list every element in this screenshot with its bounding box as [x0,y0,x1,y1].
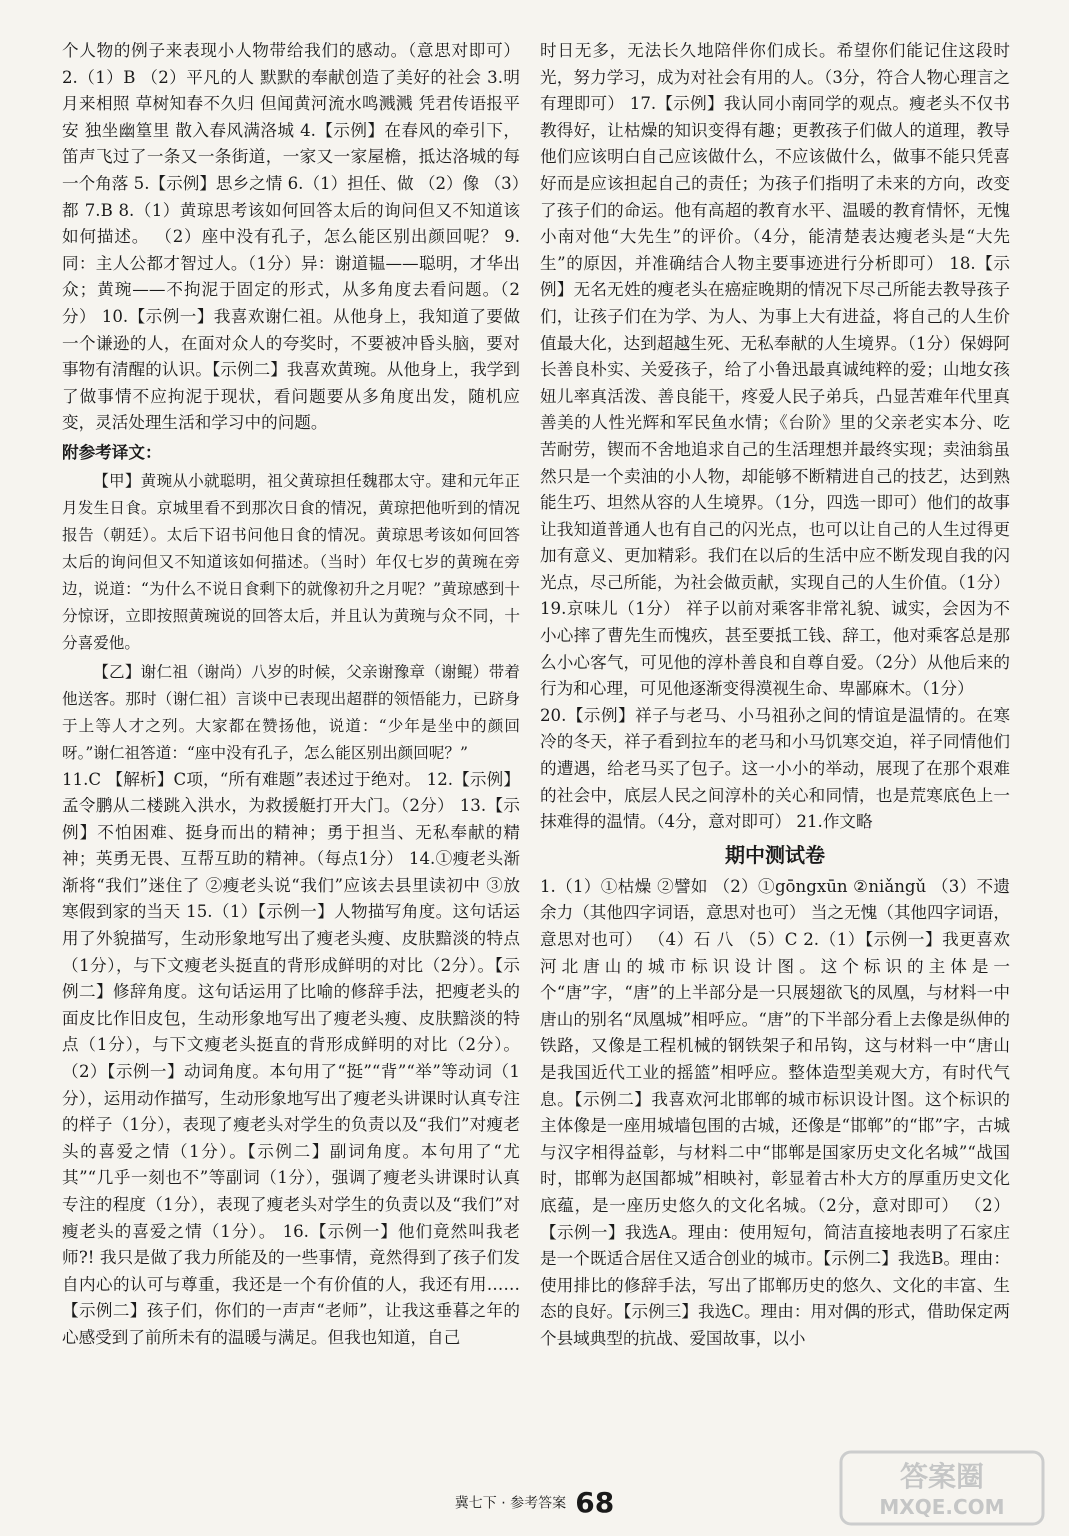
section-title: 期中测试卷 [725,842,825,867]
translation-paragraph-yi: 【乙】谢仁祖（谢尚）八岁的时候，父亲谢豫章（谢鲲）带着他送客。那时（谢仁祖）言谈中已表现出超群的领悟能力，已跻身于上等人才之列。大家都在赞扬他，说道：“少年是坐中的颜回呀。”谢仁祖答道：“座中没有孔子，怎么能区别出颜回呢？” [62,662,520,762]
answer-paragraph: 个人物的例子来表现小人物带给我们的感动。（意思对即可） 2.（1）B （2）平凡的人 默默的奉献创造了美好的社会 3.明月来相照 草树知春不久归 但闻黄河流水鸣溅溅 凭君传语报平安 独坐幽篁里 散入春风满洛城 4.【示例】在春风的牵引下，笛声飞过了一条又一条街道，一家又一家屋檐，抵达洛城的每一个角落 5.【示例】思乡之情 6.（1）担任、做 （2）像 （3）都 7.B 8.（1）黄琼思考该如何回答太后的询问但又不知道该如何描述。 （2）座中没有孔子，怎么能区别出颜回呢？ 9.同：主人公都才智过人。（1分）异：谢道韫——聪明，才华出众；黄琬——不拘泥于固定的形式，从多角度去看问题。（2分） 10.【示例一】我喜欢谢仁祖。从他身上，我知道了要做一个谦逊的人，在面对众人的夸奖时，不要被冲昏头脑，要对事物有清醒的认识。【示例二】我喜欢黄琬。从他身上，我学到了做事情不应拘泥于现状，看问题要从多角度出发，随机应变，灵活处理生活和学习中的问题。 [62,41,520,433]
answer-paragraph: 20.【示例】祥子与老马、小马祖孙之间的情谊是温情的。在寒冷的冬天，祥子看到拉车的老马和小马饥寒交迫，祥子同情他们的遭遇，给老马买了包子。这一小小的举动，展现了在那个艰难的社会中，底层人民之间淳朴的关心和同情，也是荒寒底色上一抹难得的温情。（4分，意对即可） 21.作文略 [540,705,1010,832]
annex-translation-title: 附参考译文： [62,441,162,462]
answer-paragraph: 1.（1）①枯燥 ②譬如 （2）①gōngxūn ②niǎngǔ （3）不遗余力（其他四字词语，意思对也可） 当之无愧（其他四字词语，意思对也可） （4）石 八 （5）C 2.（1）【示例一】我更喜欢河北唐山的城市标识设计图。这个标识的主体是一个“唐”字，“唐”的上半部分是一只展翅欲飞的凤凰，与材料一中唐山的别名“凤凰城”相呼应。“唐”的下半部分看上去像是纵伸的铁路，又像是工程机械的钢铁架子和吊钩，这与材料一中“唐山是我国近代工业的摇篮”相呼应。整体造型美观大方，有时代气息。【示例二】我喜欢河北邯郸的城市标识设计图。这个标识的主体像是一座用城墙包围的古城，还像是“邯郸”的“邯”字，古城与汉字相得益彰，与材料二中“邯郸是国家历史文化名城”“战国时，邯郸为赵国都城”相映衬，彰显着古朴大方的厚重历史文化底蕴，是一座历史悠久的文化名城。（2分，意对即可） （2）【示例一】我选A。理由：使用短句，简洁直接地表明了石家庄是一个既适合居住又适合创业的城市。【示例二】我选B。理由：使用排比的修辞手法，写出了邯郸历史的悠久、文化的丰富、生态的良好。【示例三】我选C。理由：用对偶的形式，借助保定两个县域典型的抗战、爱国故事，以小 [540,876,1010,1348]
answer-paragraph: 11.C 【解析】C项，“所有难题”表述过于绝对。 12.【示例】孟令鹏从二楼跳入洪水，为救援艇打开大门。（2分） 13.【示例】不怕困难、挺身而出的精神；勇于担当、无私奉献的精神；英勇无畏、互帮互助的精神。（每点1分） 14.①瘦老头渐渐将“我们”迷住了 ②瘦老头说“我们”应该去县里读初中 ③放寒假到家的当天 15.（1）【示例一】人物描写角度。这句话运用了外貌描写，生动形象地写出了瘦老头瘦、皮肤黯淡的特点（1分），与下文瘦老头挺直的背形成鲜明的对比（2分）。【示例二】修辞角度。这句话运用了比喻的修辞手法，把瘦老头的面皮比作旧皮包，生动形象地写出了瘦老头瘦、皮肤黯淡的特点（1分），与下文瘦老头挺直的背形成鲜明的对比（2分）。 （2）【示例一】动词角度。本句用了“挺”“背”“举”等动词（1分），运用动作描写，生动形象地写出了瘦老头讲课时认真专注的样子（1分），表现了瘦老头对学生的负责以及“我们”对瘦老头的喜爱之情（1分）。【示例二】副词角度。本句用了“尤其”“几乎一刻也不”等副词（1分），强调了瘦老头讲课时认真专注的程度（1分），表现了瘦老头对学生的负责以及“我们”对瘦老头的喜爱之情（1分）。 16.【示例一】他们竟然叫我老师?! 我只是做了我力所能及的一些事情，竟然得到了孩子们发自内心的认可与尊重，我还是一个有价值的人，我还有用……【示例二】孩子们，你们的一声声“老师”，让我这垂暮之年的心感受到了前所未有的温暖与满足。但我也知道，自己 [62,769,520,1347]
right-column [540,38,1010,1353]
translation-paragraph-jia: 【甲】黄琬从小就聪明，祖父黄琼担任魏郡太守。建和元年正月发生日食。京城里看不到那次日食的情况，黄琼把他听到的情况报告（朝廷）。太后下诏书问他日食的情况。黄琼思考该如何回答太后的询问但又不知道该如何描述。（当时）年仅七岁的黄琬在旁边，说道：“为什么不说日食剩下的就像初升之月呢？”黄琼感到十分惊讶，立即按照黄琬说的回答太后，并且认为黄琬与众不同，十分喜爱他。 [62,471,520,652]
left-column [62,38,520,1352]
page-number: 68 [575,1486,615,1519]
watermark-text-url: MXQE.COM [879,1495,1005,1519]
watermark-text-cn: 答案圈 [899,1460,985,1493]
watermark-logo-icon [837,1448,1047,1528]
answer-paragraph: 时日无多，无法长久地陪伴你们成长。希望你们能记住这段时光，努力学习，成为对社会有用的人。（3分，符合人物心理言之有理即可） 17.【示例】我认同小南同学的观点。瘦老头不仅书教得好，让枯燥的知识变得有趣；更教孩子们做人的道理，教导他们应该明白自己应该做什么，不应该做什么，做事不能只凭喜好而是应该担起自己的责任；为孩子们指明了未来的方向，改变了孩子们的命运。他有高超的教育水平、温暖的教育情怀，无愧小南对他“大先生”的评价。（4分，能清楚表达瘦老头是“大先生”的原因，并准确结合人物主要事迹进行分析即可） 18.【示例】无名无姓的瘦老头在癌症晚期的情况下尽己所能去教导孩子们，让孩子们在为学、为人、为事上大有进益，将自己的人生价值最大化，达到超越生死、无私奉献的人生境界。（1分）保姆阿长善良朴实、关爱孩子，给了小鲁迅最真诚纯粹的爱；山地女孩妞儿率真活泼、善良能干，疼爱人民子弟兵，凸显苦难年代里真善美的人性光辉和军民鱼水情；《台阶》里的父亲老实本分、吃苦耐劳，锲而不舍地追求自己的生活理想并最终实现；卖油翁虽然只是一个卖油的小人物，却能够不断精进自己的技艺，达到熟能生巧、坦然从容的人生境界。（1分，四选一即可）他们的故事让我知道普通人也有自己的闪光点，也可以让自己的人生过得更加有意义、更加精彩。我们在以后的生活中应不断发现自我的闪光点，尽己所能，为社会做贡献，实现自己的人生价值。（1分） 19.京味儿（1分） 祥子以前对乘客非常礼貌、诚实，会因为不小心摔了曹先生而愧疚，甚至要抵工钱、辞工，他对乘客总是那么小心客气，可见他的淳朴善良和自尊自爱。（2分）从他后来的行为和心理，可见他逐渐变得漠视生命、卑鄙麻木。（1分） [540,41,1010,699]
footer-label: 冀七下 · 参考答案 [454,1495,567,1512]
